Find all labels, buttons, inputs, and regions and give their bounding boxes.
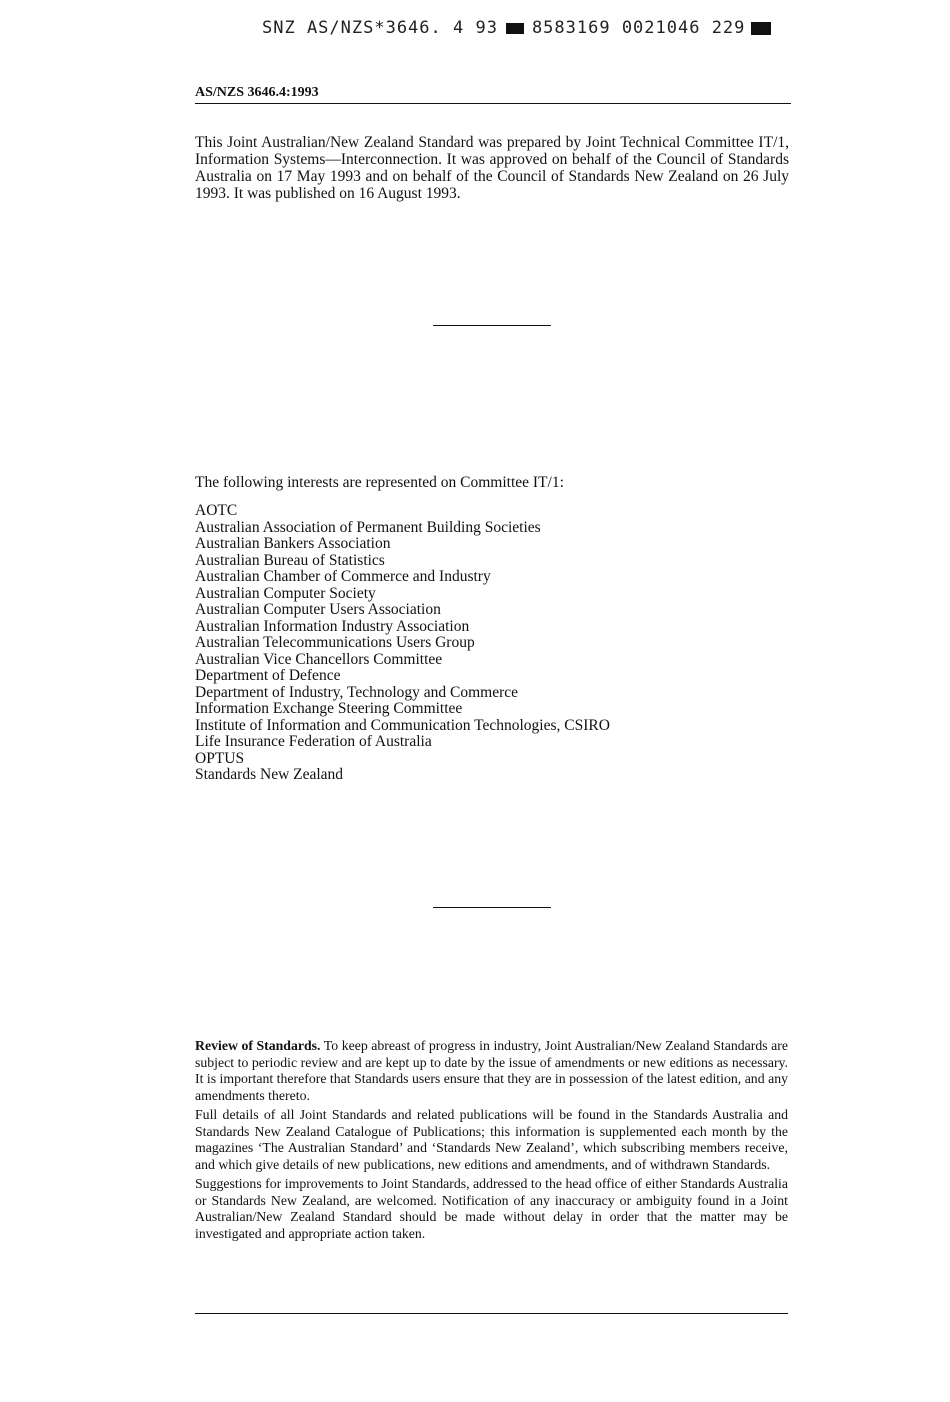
committee-member-list: [195, 503, 610, 784]
list-item: Australian Bureau of Statistics: [195, 551, 385, 569]
list-item: Australian Information Industry Association: [195, 617, 470, 635]
list-item: Department of Industry, Technology and Commerce: [195, 683, 519, 701]
list-item: Standards New Zealand: [195, 766, 344, 783]
list-item: Institute of Information and Communication Technologies, CSIRO: [195, 716, 610, 734]
review-lead: Review of Standards.: [195, 1038, 321, 1053]
redaction-block: [506, 23, 524, 34]
review-of-standards-section: [195, 1038, 788, 1245]
list-item: Information Exchange Steering Committee: [195, 700, 463, 717]
intro-paragraph: This Joint Australian/New Zealand Standard was prepared by Joint Technical Committee IT/1, Information Systems—Interconnection. It was approved on behalf of the Council of Standards Australia on 17 May 1993 and on behalf of the Council of Standards New Zealand on 26 July 1993. It was published on 16 August 1993.: [195, 133, 789, 202]
list-item: Australian Chamber of Commerce and Industry: [195, 568, 491, 585]
list-item: Australian Telecommunications Users Group: [195, 634, 475, 651]
divider-rule: [433, 325, 551, 326]
review-paragraph: [195, 1038, 788, 1104]
redaction-block-end: [751, 22, 771, 35]
scan-header-number: 8583169 0021046 229: [531, 18, 746, 38]
list-item: Australian Vice Chancellors Committee: [195, 650, 443, 668]
bottom-rule: [195, 1313, 788, 1314]
review-paragraph: Suggestions for improvements to Joint Standards, addressed to the head office of either Standards Australia or Standards New Zealand, are welcomed. Notification of any inaccuracy or ambiguity found in a Joint Australian/New Zealand Standard should be made without delay in order that the matter may be investigated and appropriate action taken.: [195, 1176, 788, 1241]
list-item: AOTC: [195, 502, 238, 519]
list-item: Life Insurance Federation of Australia: [195, 733, 432, 750]
list-item: Department of Defence: [195, 667, 341, 684]
standard-id-heading: AS/NZS 3646.4:1993: [195, 85, 791, 104]
list-item: Australian Bankers Association: [195, 535, 391, 552]
scan-header-code: SNZ AS/NZS*3646. 4 93: [262, 18, 498, 38]
review-paragraph: Full details of all Joint Standards and related publications will be found in the Standards Australia and Standards New Zealand Catalogue of Publications; this information is supplemented each month by the magazines ‘The Australian Standard’ and ‘Standards New Zealand’, which subscribing members receive, and which give details of new publications, new editions and amendments, and of withdrawn Standards.: [195, 1107, 788, 1172]
list-item: Australian Association of Permanent Building Societies: [195, 518, 541, 536]
list-item: Australian Computer Society: [195, 584, 376, 602]
scan-header: [262, 18, 771, 38]
list-item: Australian Computer Users Association: [195, 601, 441, 618]
list-item: OPTUS: [195, 749, 245, 767]
divider-rule: [433, 907, 551, 908]
committee-intro: The following interests are represented on Committee IT/1:: [195, 474, 564, 491]
review-text: To keep abreast of progress in industry, Joint Australian/New Zealand Standards are subject to periodic review and are kept up to date by the issue of amendments or new editions as necessary. It is important therefore that Standards users ensure that they are in possession of the latest edition, and any amendments thereto.: [195, 1038, 789, 1103]
